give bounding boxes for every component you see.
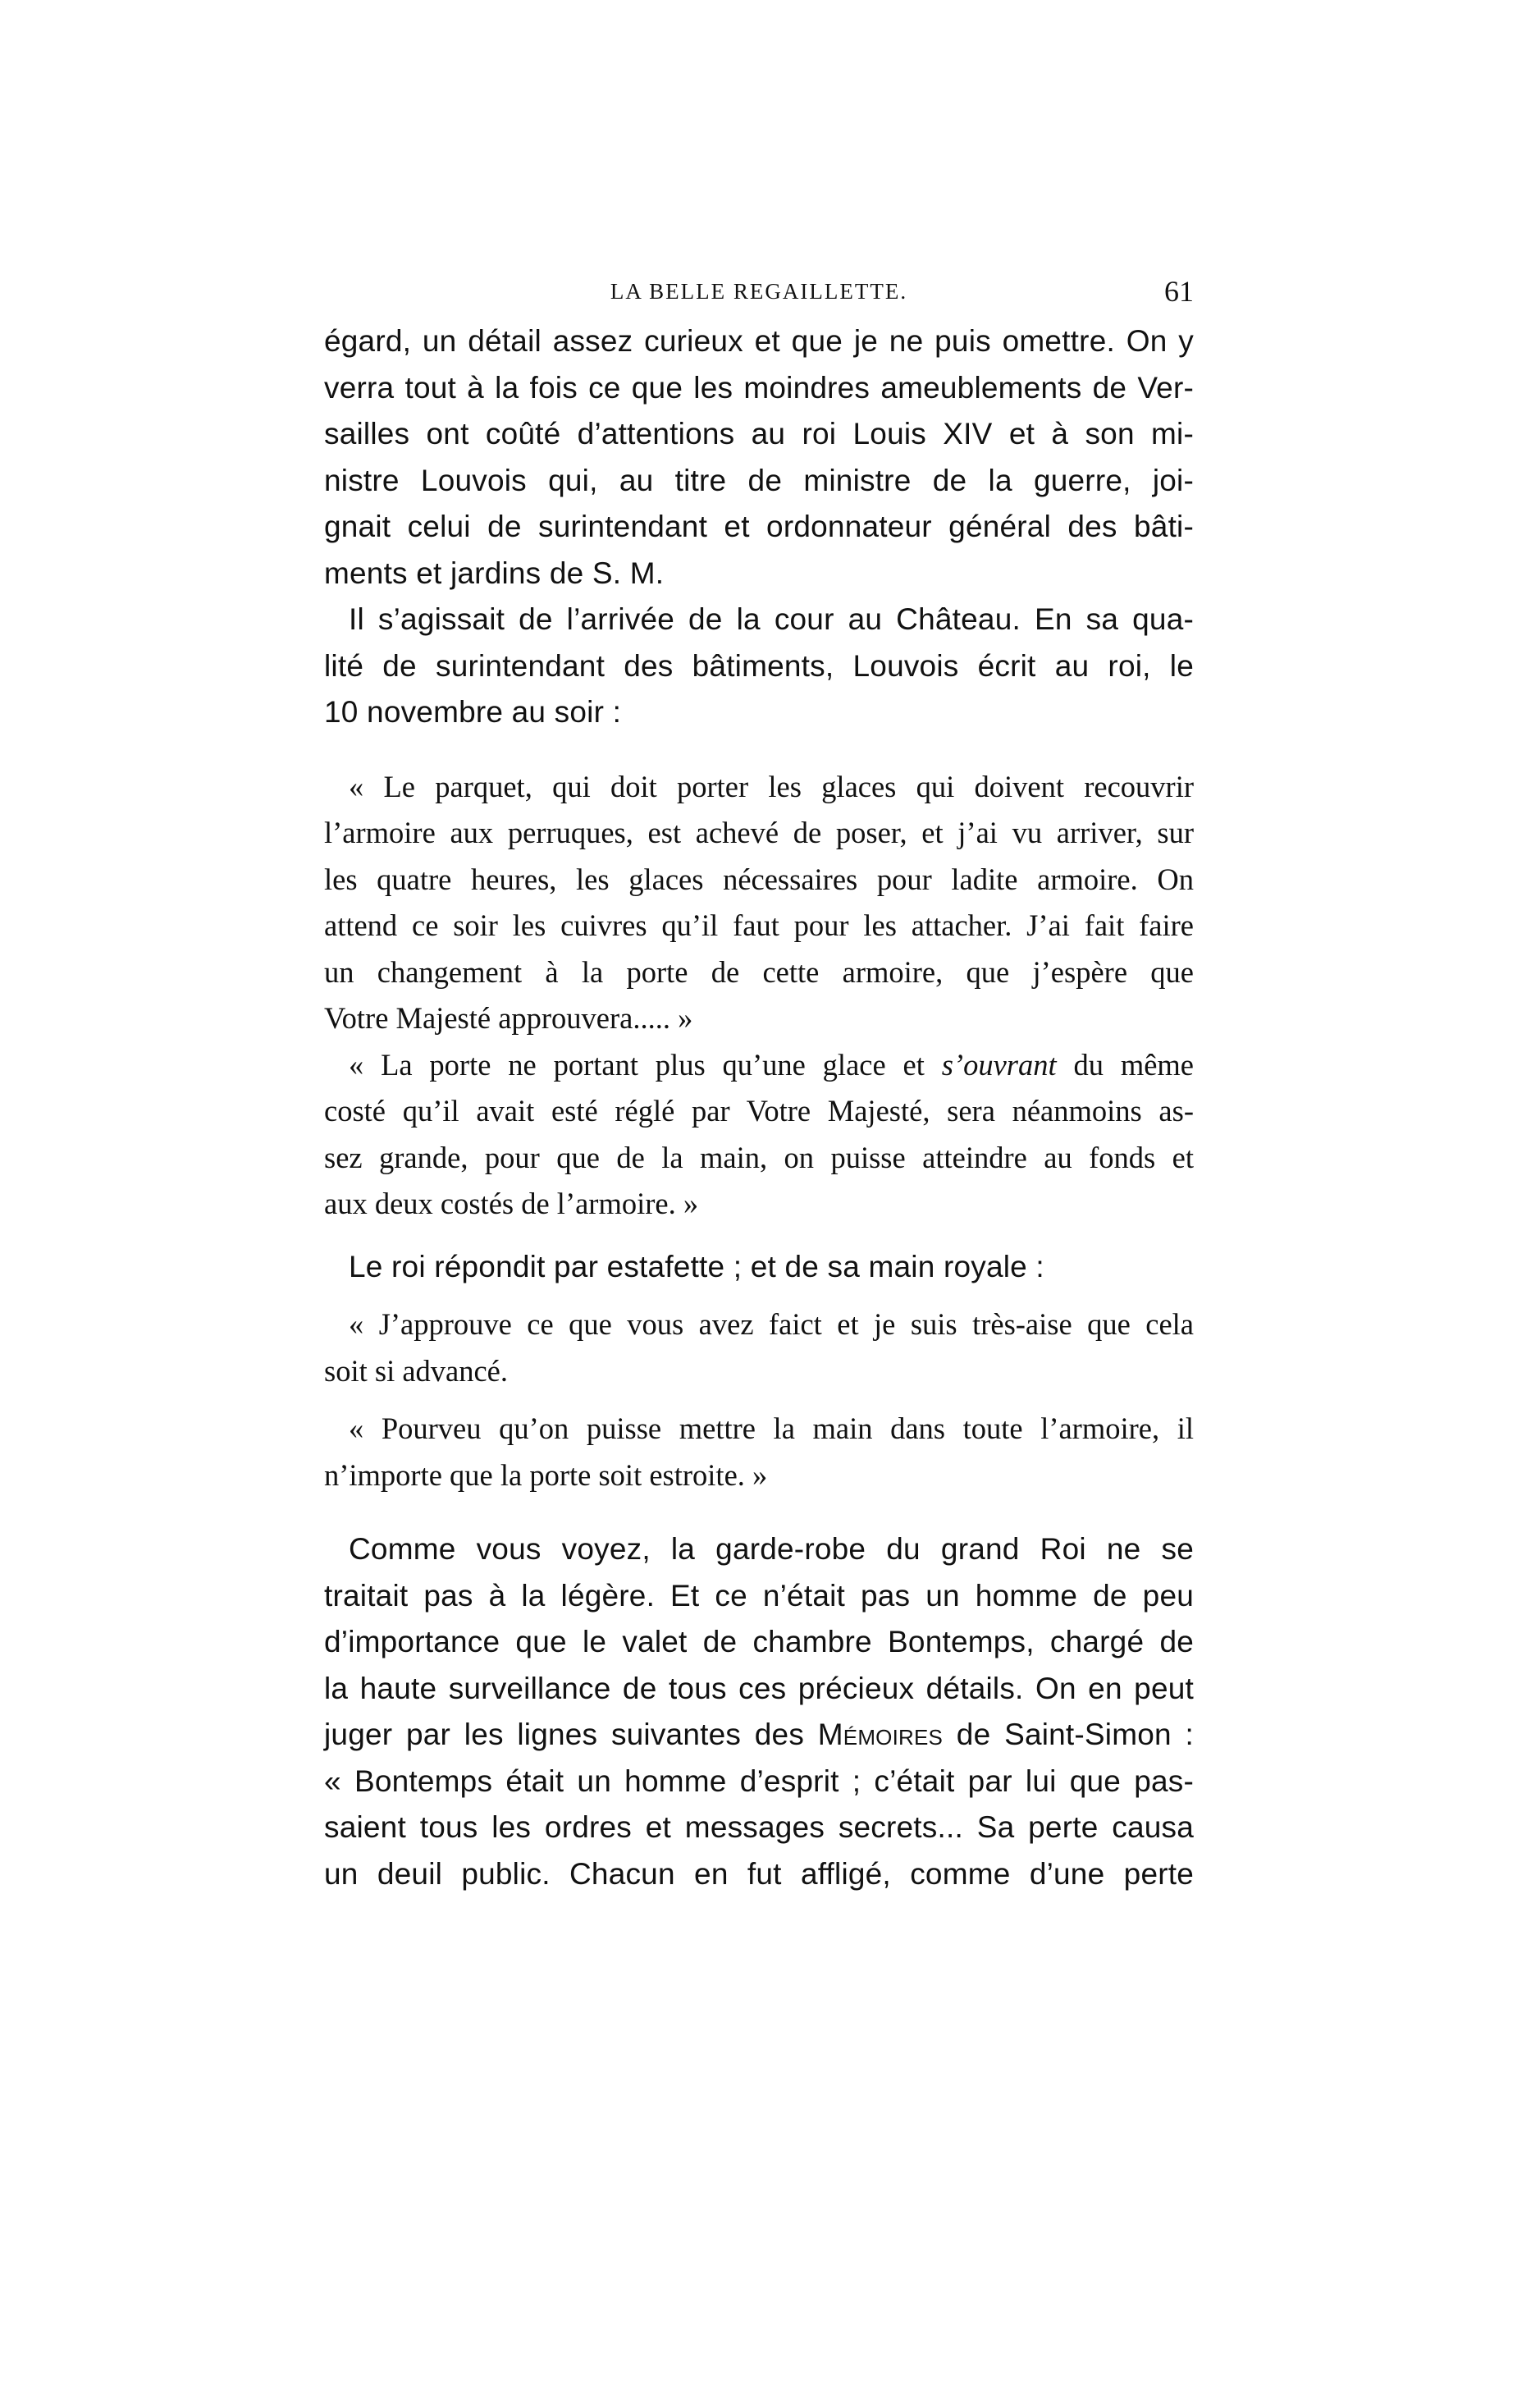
text-line: verra tout à la fois ce que les moindres ameublements de Ver- (324, 370, 1194, 405)
text-line: « Bontemps était un homme d’esprit ; c’était par lui que pas- (324, 1764, 1194, 1798)
text-line: un deuil public. Chacun en fut affligé, comme d’une perte (324, 1856, 1194, 1891)
text-line: ments et jardins de S. M. (324, 556, 665, 590)
text-line: la haute surveillance de tous ces précieux détails. On en peut (324, 1671, 1194, 1705)
text-line: les quatre heures, les glaces nécessaires pour ladite armoire. On (324, 862, 1194, 896)
text-line: n’importe que la porte soit estroite. » (324, 1457, 768, 1492)
paragraph-2 (324, 597, 1194, 736)
text-line: un changement à la porte de cette armoire, que j’espère que (324, 954, 1194, 989)
text-line: sez grande, pour que de la main, on puisse atteindre au fonds et (324, 1140, 1194, 1174)
italic-word: s’ouvrant (941, 1047, 1057, 1082)
small-caps-word: Mémoires (817, 1718, 944, 1751)
text-segment: « La porte ne portant plus qu’une glace et (349, 1047, 942, 1082)
text-line: Votre Majesté approuvera..... » (324, 1001, 693, 1035)
paragraph-1 (324, 318, 1194, 597)
text-line: nistre Louvois qui, au titre de ministre de la guerre, joi- (324, 463, 1194, 497)
text-line: costé qu’il avait esté réglé par Votre Majesté, sera néanmoins as- (324, 1094, 1194, 1128)
text-line: Le roi répondit par estafette ; et de sa main royale : (349, 1249, 1044, 1283)
quote-1 (324, 764, 1194, 1042)
text-line: lité de surintendant des bâtiments, Louvois écrit au roi, le (324, 648, 1194, 683)
quote-4 (324, 1406, 1194, 1498)
text-line: gnait celui de surintendant et ordonnateur général des bâti- (324, 510, 1194, 543)
text-line (324, 1042, 1194, 1089)
text-line: aux deux costés de l’armoire. » (324, 1187, 699, 1220)
text-line: sailles ont coûté d’attentions au roi Louis XIV et à son mi- (324, 417, 1194, 451)
text-line: « Pourveu qu’on puisse mettre la main dans toute l’armoire, il (349, 1411, 1194, 1445)
text-line: soit si advancé. (324, 1353, 509, 1388)
text-segment: du même (1056, 1047, 1194, 1082)
text-line: saient tous les ordres et messages secrets... Sa perte causa (324, 1810, 1194, 1844)
text-line: d’importance que le valet de chambre Bontemps, chargé de (324, 1625, 1194, 1658)
running-title: LA BELLE REGAILLETTE. (610, 279, 908, 304)
text-line: attend ce soir les cuivres qu’il faut pour les attacher. J’ai fait faire (324, 908, 1194, 942)
text-line (324, 1712, 1194, 1759)
text-line: l’armoire aux perruques, est achevé de poser, et j’ai vu arriver, sur (324, 816, 1194, 849)
text-segment: juger par les lignes suivantes des (324, 1718, 818, 1751)
text-line: Il s’agissait de l’arrivée de la cour au Château. En sa qua- (349, 602, 1194, 636)
text-line: Comme vous voyez, la garde-robe du grand Roi ne se (349, 1532, 1194, 1566)
text-segment: de Saint-Simon : (943, 1718, 1194, 1751)
text-line: égard, un détail assez curieux et que je ne puis omettre. On y (324, 324, 1194, 358)
running-head (324, 271, 1194, 312)
paragraph-3 (324, 1244, 1194, 1291)
text-block (324, 318, 1194, 1897)
quote-2 (324, 1042, 1194, 1228)
text-line: « Le parquet, qui doit porter les glaces qui doivent recouvrir (349, 769, 1194, 803)
paragraph-4 (324, 1526, 1194, 1897)
page-number: 61 (1164, 275, 1194, 308)
text-line: 10 novembre au soir : (324, 695, 622, 729)
quote-3 (324, 1302, 1194, 1394)
text-line: traitait pas à la légère. Et ce n’était pas un homme de peu (324, 1578, 1194, 1613)
text-line: « J’approuve ce que vous avez faict et je suis très-aise que cela (349, 1307, 1194, 1341)
